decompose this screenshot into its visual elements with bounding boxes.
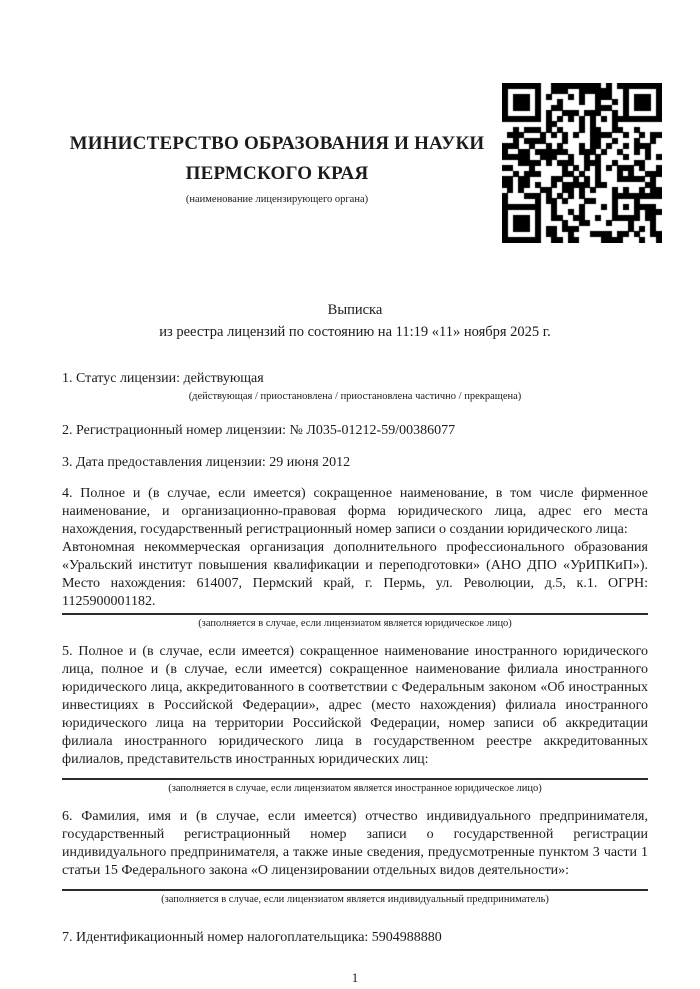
item-2-registration-number: 2. Регистрационный номер лицензии: № Л035-01212-59/00386077 xyxy=(62,423,456,438)
item-7-taxpayer-id: 7. Идентификационный номер налогоплательщика: 5904988880 xyxy=(62,930,442,945)
ministry-name-line1: МИНИСТЕРСТВО ОБРАЗОВАНИЯ И НАУКИ xyxy=(69,133,485,154)
item-5-caption: (заполняется в случае, если лицензиатом является иностранное юридическое лицо) xyxy=(168,783,542,794)
item-6-question: 6. Фамилия, имя и (в случае, если имеется) отчество индивидуального предпринимателя, государственный регистрационный номер записи о государственной регистрации индивидуального предпринимателя, а также иные сведения, предусмотренные пунктом 3 части 1 статьи 15 Федерального закона «О лицензировании отдельных видов деятельности»: xyxy=(62,809,648,878)
item-4-answer: Автономная некоммерческая организация дополнительного профессионального образования «Уральский институт повышения квалификации и переподготовки» (АНО ДПО «УрИПКиП»). Место нахождения: 614007, Пермский край, г. Пермь, ул. Революции, д.5, к.1. ОГРН: 1125900001182. xyxy=(62,540,648,609)
qr-code xyxy=(502,83,662,243)
item-4-fill-line xyxy=(62,613,648,615)
document-title-line2: из реестра лицензий по состоянию на 11:19 «11» ноября 2025 г. xyxy=(159,324,551,340)
item-5-fill-line xyxy=(62,778,648,780)
licensing-authority-header xyxy=(64,129,490,206)
ministry-caption: (наименование лицензирующего органа) xyxy=(185,194,369,205)
ministry-name-line2: ПЕРМСКОГО КРАЯ xyxy=(185,163,369,184)
document-title-line1: Выписка xyxy=(327,302,383,318)
item-3-license-date: 3. Дата предоставления лицензии: 29 июня 2012 xyxy=(62,455,351,470)
item-6-fill-line xyxy=(62,889,648,891)
item-1-license-status: 1. Статус лицензии: действующая xyxy=(62,371,264,386)
item-1-caption: (действующая / приостановлена / приостановлена частично / прекращена) xyxy=(188,391,522,402)
document-title xyxy=(62,299,648,343)
page-number: 1 xyxy=(351,970,359,985)
item-4-question: 4. Полное и (в случае, если имеется) сокращенное наименование, в том числе фирменное наименование, и организационно-правовая форма юридического лица, адрес его места нахождения, государственный регистрационный номер записи о создании юридического лица: xyxy=(62,486,648,537)
item-5-question: 5. Полное и (в случае, если имеется) сокращенное наименование иностранного юридического лица, полное и (в случае, если имеется) сокращенное наименование филиала иностранного юридического лица, аккредитованного в соответствии с Федеральным законом «Об иностранных инвестициях в Российской Федерации», адрес (место нахождения) филиала иностранного юридического лица на территории Российской Федерации, номер записи об аккредитации филиала иностранного юридического лица в государственном реестре аккредитованных филиалов, представительств иностранных юридических лиц: xyxy=(62,644,648,767)
document-body xyxy=(62,365,648,987)
item-4-caption: (заполняется в случае, если лицензиатом является юридическое лицо) xyxy=(198,618,512,629)
item-6-caption: (заполняется в случае, если лицензиатом является индивидуальный предприниматель) xyxy=(161,894,549,905)
